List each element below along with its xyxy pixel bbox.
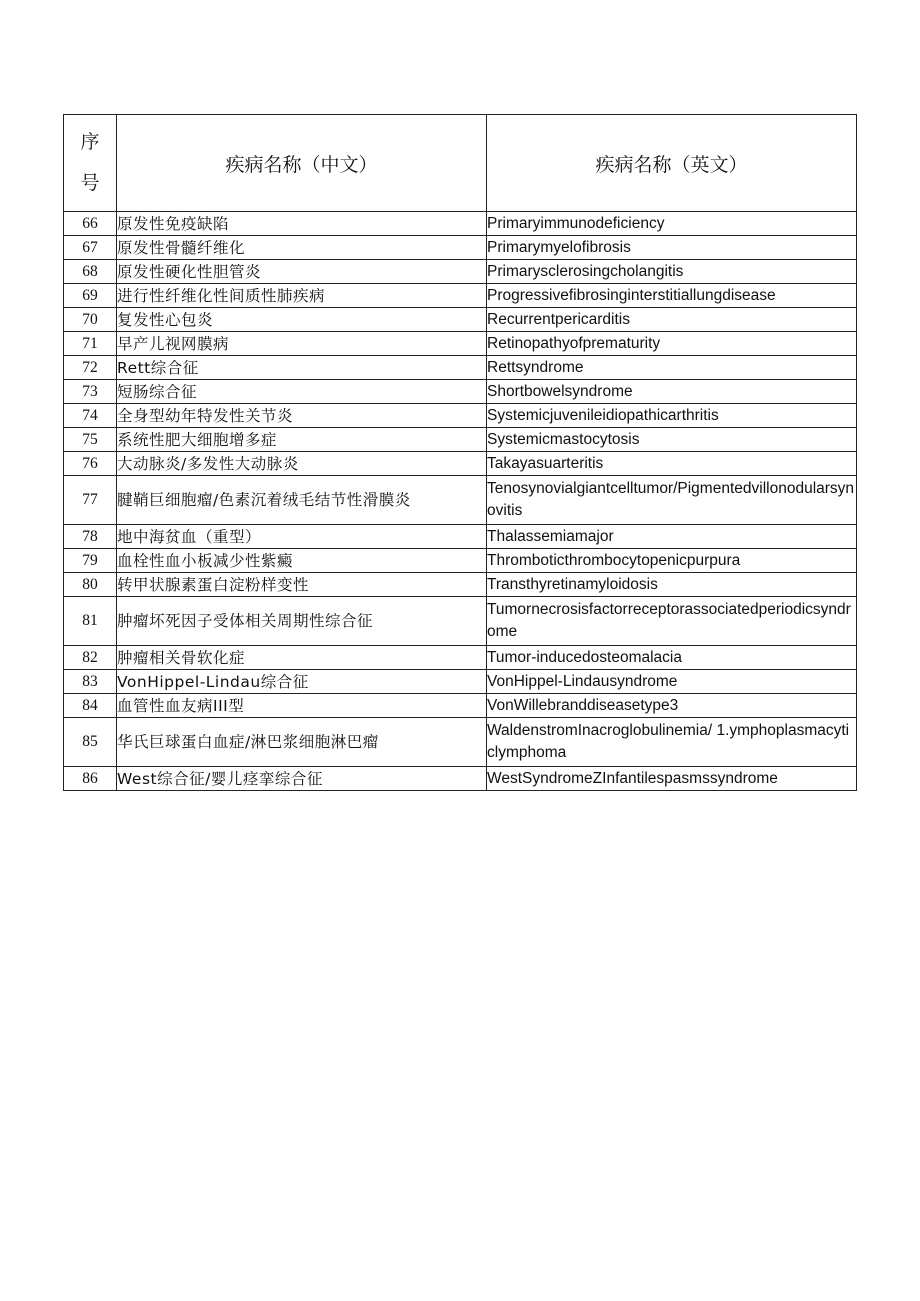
row-disease-name-chinese: 腱鞘巨细胞瘤/色素沉着绒毛结节性滑膜炎 (117, 476, 487, 525)
table-row (64, 236, 857, 260)
row-serial-number: 66 (64, 212, 117, 236)
row-serial-number: 81 (64, 597, 117, 646)
row-disease-name-english: Thalassemiamajor (487, 525, 857, 549)
table-row (64, 718, 857, 767)
row-disease-name-english: Recurrentpericarditis (487, 308, 857, 332)
table-row (64, 476, 857, 525)
table-row (64, 404, 857, 428)
row-disease-name-english: Takayasuarteritis (487, 452, 857, 476)
row-disease-name-chinese: 血管性血友病III型 (117, 694, 487, 718)
row-disease-name-chinese: 华氏巨球蛋白血症/淋巴浆细胞淋巴瘤 (117, 718, 487, 767)
row-disease-name-english: WestSyndromeZInfantilespasmssyndrome (487, 767, 857, 791)
row-disease-name-chinese: VonHippel-Lindau综合征 (117, 670, 487, 694)
table-row (64, 670, 857, 694)
row-serial-number: 77 (64, 476, 117, 525)
row-serial-number: 71 (64, 332, 117, 356)
row-serial-number: 85 (64, 718, 117, 767)
row-serial-number: 72 (64, 356, 117, 380)
row-disease-name-english: Primaryimmunodeficiency (487, 212, 857, 236)
row-disease-name-chinese: 短肠综合征 (117, 380, 487, 404)
row-disease-name-chinese: 系统性肥大细胞增多症 (117, 428, 487, 452)
row-disease-name-chinese: Rett综合征 (117, 356, 487, 380)
row-disease-name-english: Shortbowelsyndrome (487, 380, 857, 404)
row-serial-number: 78 (64, 525, 117, 549)
row-disease-name-chinese: West综合征/婴儿痉挛综合征 (117, 767, 487, 791)
table-body (64, 212, 857, 791)
row-serial-number: 73 (64, 380, 117, 404)
row-disease-name-english: Thromboticthrombocytopenicpurpura (487, 549, 857, 573)
row-disease-name-english: Systemicjuvenileidiopathicarthritis (487, 404, 857, 428)
row-disease-name-english: Rettsyndrome (487, 356, 857, 380)
table-row (64, 525, 857, 549)
row-serial-number: 79 (64, 549, 117, 573)
row-disease-name-english: Tumor-inducedosteomalacia (487, 646, 857, 670)
row-disease-name-english: Systemicmastocytosis (487, 428, 857, 452)
table-row (64, 452, 857, 476)
row-serial-number: 67 (64, 236, 117, 260)
row-disease-name-english: Primarysclerosingcholangitis (487, 260, 857, 284)
row-disease-name-chinese: 复发性心包炎 (117, 308, 487, 332)
table-row (64, 694, 857, 718)
row-disease-name-chinese: 进行性纤维化性间质性肺疾病 (117, 284, 487, 308)
row-disease-name-chinese: 肿瘤相关骨软化症 (117, 646, 487, 670)
header-disease-name-english: 疾病名称（英文） (487, 115, 857, 212)
row-serial-number: 86 (64, 767, 117, 791)
row-disease-name-english: VonHippel-Lindausyndrome (487, 670, 857, 694)
row-disease-name-english: Tumornecrosisfactorreceptorassociatedperiodicsyndrome (487, 597, 857, 646)
table-row (64, 573, 857, 597)
table-row (64, 308, 857, 332)
table-row (64, 767, 857, 791)
table-row (64, 332, 857, 356)
row-disease-name-chinese: 早产儿视网膜病 (117, 332, 487, 356)
row-disease-name-chinese: 原发性硬化性胆管炎 (117, 260, 487, 284)
table-header-row (64, 115, 857, 212)
header-serial-top: 序 (80, 131, 100, 153)
row-disease-name-english: WaldenstromInacroglobulinemia/ 1.ymphoplasmacyticlymphoma (487, 718, 857, 767)
table-row (64, 212, 857, 236)
row-serial-number: 69 (64, 284, 117, 308)
row-disease-name-english: VonWillebranddiseasetype3 (487, 694, 857, 718)
table-row (64, 260, 857, 284)
row-disease-name-english: Progressivefibrosinginterstitiallungdisease (487, 284, 857, 308)
row-disease-name-english: Retinopathyofprematurity (487, 332, 857, 356)
row-serial-number: 83 (64, 670, 117, 694)
row-disease-name-chinese: 血栓性血小板减少性紫癜 (117, 549, 487, 573)
header-serial-number (64, 115, 117, 212)
table-row (64, 284, 857, 308)
row-serial-number: 76 (64, 452, 117, 476)
row-serial-number: 74 (64, 404, 117, 428)
row-serial-number: 82 (64, 646, 117, 670)
row-disease-name-english: Primarymyelofibrosis (487, 236, 857, 260)
table-row (64, 356, 857, 380)
table-row (64, 646, 857, 670)
table-row (64, 597, 857, 646)
row-disease-name-chinese: 大动脉炎/多发性大动脉炎 (117, 452, 487, 476)
row-disease-name-english: Transthyretinamyloidosis (487, 573, 857, 597)
header-disease-name-chinese: 疾病名称（中文） (117, 115, 487, 212)
row-serial-number: 70 (64, 308, 117, 332)
table-row (64, 380, 857, 404)
table-row (64, 428, 857, 452)
row-serial-number: 68 (64, 260, 117, 284)
header-serial-bottom: 号 (80, 172, 100, 194)
row-disease-name-chinese: 肿瘤坏死因子受体相关周期性综合征 (117, 597, 487, 646)
row-disease-name-chinese: 全身型幼年特发性关节炎 (117, 404, 487, 428)
row-serial-number: 80 (64, 573, 117, 597)
row-disease-name-chinese: 地中海贫血（重型） (117, 525, 487, 549)
row-disease-name-chinese: 原发性骨髓纤维化 (117, 236, 487, 260)
row-disease-name-chinese: 转甲状腺素蛋白淀粉样变性 (117, 573, 487, 597)
rare-disease-table (63, 114, 857, 791)
row-serial-number: 75 (64, 428, 117, 452)
row-serial-number: 84 (64, 694, 117, 718)
row-disease-name-chinese: 原发性免疫缺陷 (117, 212, 487, 236)
row-disease-name-english: Tenosynovialgiantcelltumor/Pigmentedvillonodularsynovitis (487, 476, 857, 525)
table-row (64, 549, 857, 573)
